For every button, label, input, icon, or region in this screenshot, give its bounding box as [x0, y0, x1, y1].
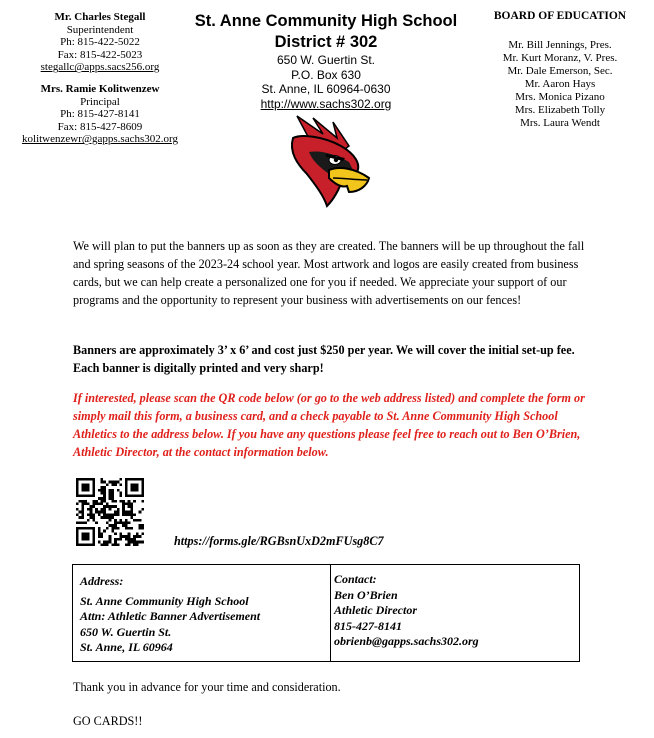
school-website-link[interactable]: http://www.sachs302.org: [260, 96, 392, 111]
board-member: Mr. Bill Jennings, Pres.: [508, 39, 612, 51]
contact-label: Contact:: [334, 572, 377, 586]
signoff-line: GO CARDS!!: [73, 714, 143, 728]
address-line: Attn: Athletic Banner Advertisement: [80, 609, 261, 623]
board-member: Mrs. Monica Pizano: [515, 91, 605, 103]
cardinal-mascot-icon: [283, 112, 375, 208]
district-name: District # 302: [274, 33, 378, 51]
superintendent-title: Superintendent: [66, 23, 134, 36]
superintendent-name: Mr. Charles Stegall: [54, 11, 146, 23]
principal-phone: Ph: 815-427-8141: [60, 108, 140, 121]
principal-fax: Fax: 815-427-8609: [57, 120, 143, 133]
school-header: [180, 11, 472, 111]
school-city: St. Anne, IL 60964-0630: [261, 82, 391, 96]
contact-name: Ben O’Brien: [334, 587, 398, 602]
board-of-education: [478, 10, 642, 130]
thank-you-line: Thank you in advance for your time and consideration.: [73, 680, 341, 694]
address-label: Address:: [80, 574, 124, 588]
superintendent-email-link[interactable]: stegallc@apps.sacs256.org: [40, 61, 160, 74]
principal-email-link[interactable]: kolitwenzewr@gapps.sachs302.org: [22, 133, 178, 146]
contact-email[interactable]: obrienb@gapps.sachs302.org: [334, 634, 479, 648]
board-member: Mr. Aaron Hays: [524, 78, 596, 90]
contact-title: Athletic Director: [334, 603, 417, 617]
board-title: BOARD OF EDUCATION: [493, 10, 627, 22]
board-member: Mr. Kurt Moranz, V. Pres.: [502, 52, 618, 64]
qr-code-icon[interactable]: [76, 478, 144, 546]
principal-title: Principal: [80, 95, 120, 108]
intro-paragraph: We will plan to put the banners up as soon as they are created. The banners will be up throughout the fall and spring seasons of the 2023-24 school year. Most artwork and logos are easily created from business cards, but we can help create a personalized one for you if needed. We appreciate your support of our programs and the opportunity to represent your business with advertisements on our fences!: [73, 239, 585, 307]
contact-table: [72, 564, 580, 662]
address-cell: [73, 565, 331, 661]
school-po-box: P.O. Box 630: [291, 67, 361, 82]
address-line: St. Anne, IL 60964: [80, 640, 173, 654]
school-name: St. Anne Community High School: [194, 12, 458, 30]
instructions-paragraph: If interested, please scan the QR code below (or go to the web address listed) and complete the form or simply mail this form, a business card, and a check payable to St. Anne Community High School Athletics to the address below. If you have any questions please feel free to reach out to Ben O’Brien, Athletic Director, at the contact information below.: [73, 391, 585, 459]
pricing-paragraph: Banners are approximately 3’ x 6’ and cost just $250 per year. We will cover the initial set-up fee. Each banner is digitally printed and very sharp!: [73, 343, 575, 375]
board-member: Mr. Dale Emerson, Sec.: [507, 65, 613, 77]
administration-contacts: [8, 11, 192, 146]
board-member: Mrs. Laura Wendt: [520, 117, 600, 129]
school-street: 650 W. Guertin St.: [276, 53, 376, 67]
contact-cell: [331, 565, 579, 661]
superintendent-phone: Ph: 815-422-5022: [60, 36, 140, 49]
superintendent-fax: Fax: 815-422-5023: [57, 48, 143, 61]
principal-name: Mrs. Ramie Kolitwenzew: [40, 82, 160, 95]
address-line: 650 W. Guertin St.: [80, 624, 172, 639]
board-member: Mrs. Elizabeth Tolly: [514, 104, 606, 116]
address-line: St. Anne Community High School: [80, 593, 249, 608]
contact-phone: 815-427-8141: [334, 618, 402, 633]
form-url-link[interactable]: https://forms.gle/RGBsnUxD2mFUsg8C7: [174, 534, 384, 548]
